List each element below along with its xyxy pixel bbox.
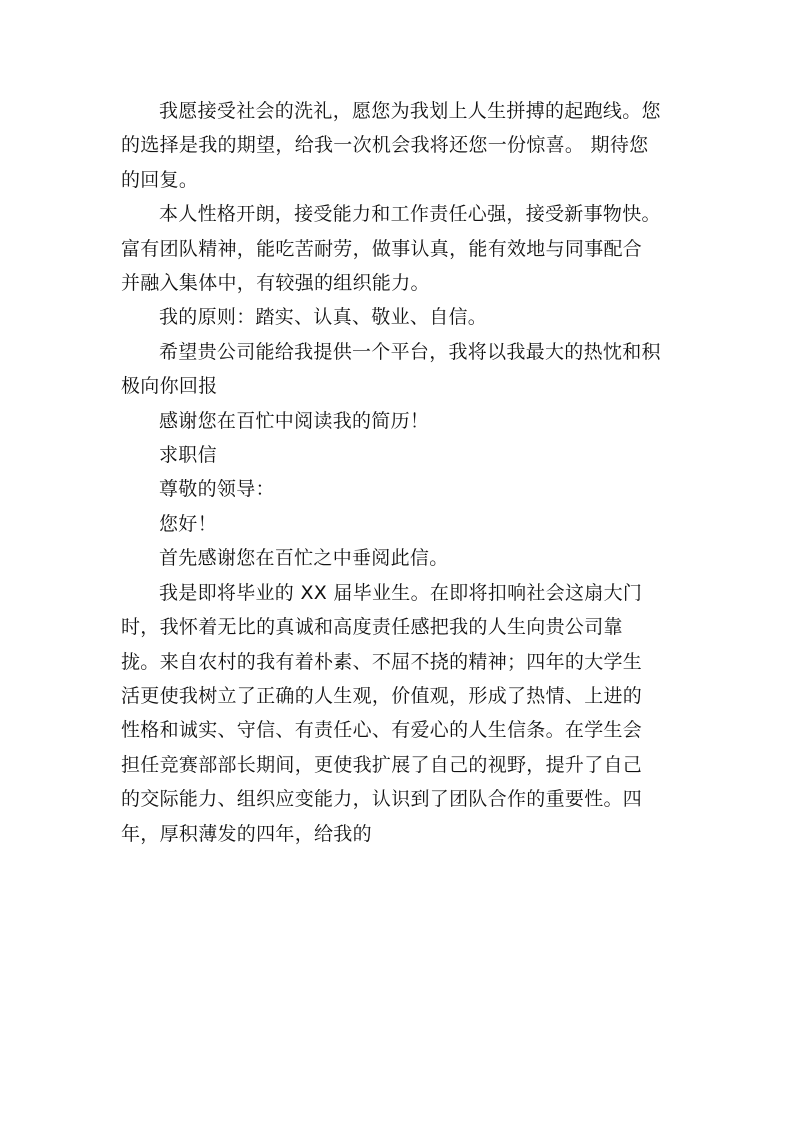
paragraph-closing-wish: 我愿接受社会的洗礼，愿您为我划上人生拼搏的起跑线。您的选择是我的期望，给我一次机会我将还您一份惊喜。 期待您的回复。: [121, 100, 661, 191]
paragraph-introduction: 我是即将毕业的 XX 届毕业生。在即将扣响社会这扇大门时，我怀着无比的真诚和高度责任感把我的人生向贵公司靠拢。来自农村的我有着朴素、不屈不挠的精神；四年的大学生活更使我树立了正确的人生观，价值观，形成了热情、上进的性格和诚实、守信、有责任心、有爱心的人生信条。在学生会担任竞赛部部长期间，更使我扩展了自己的视野，提升了自己的交际能力、组织应变能力，认识到了团队合作的重要性。四年，厚积薄发的四年，给我的: [121, 581, 643, 845]
letter-greeting: 您好！: [159, 512, 217, 535]
paragraph-thanks: 感谢您在百忙中阅读我的简历！: [159, 409, 430, 432]
paragraph-principles: 我的原则：踏实、认真、敬业、自信。: [159, 306, 488, 329]
paragraph-opening-thanks: 首先感谢您在百忙之中垂阅此信。: [159, 547, 449, 570]
letter-title: 求职信: [159, 444, 217, 467]
letter-salutation: 尊敬的领导：: [159, 478, 275, 501]
document-body: [121, 94, 661, 851]
paragraph-hope: 希望贵公司能给我提供一个平台，我将以我最大的热忱和积极向你回报: [121, 340, 661, 398]
paragraph-personality: 本人性格开朗，接受能力和工作责任心强，接受新事物快。富有团队精神，能吃苦耐劳，做事认真，能有效地与同事配合并融入集体中，有较强的组织能力。: [121, 203, 661, 295]
